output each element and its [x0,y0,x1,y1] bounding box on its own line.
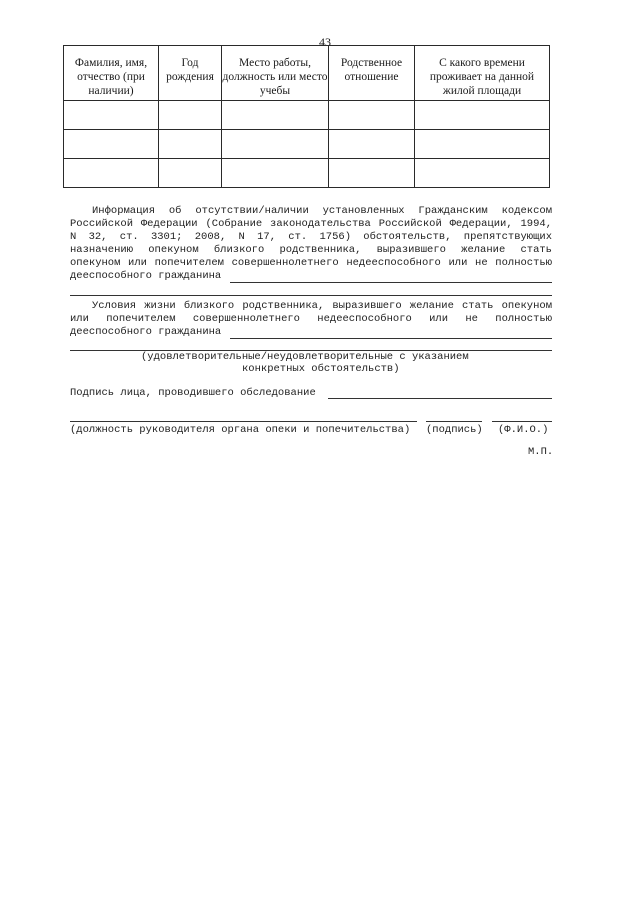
page-number: 43 [319,35,331,49]
info-paragraph-line: Информация об отсутствии/наличии установленных Гражданским кодексом [92,205,552,217]
info-paragraph-line: Российской Федерации (Собрание законодательства Российской Федерации, 1994, [70,218,552,230]
info-answer-line[interactable] [70,295,552,296]
info-paragraph-line: дееспособного гражданина [70,270,222,282]
stamp-place: М.П. [528,446,554,458]
header-relationship: Родственное отношение [329,46,415,101]
conditions-answer-line[interactable] [230,338,552,339]
table-cell[interactable] [329,130,415,159]
inspector-signature-line[interactable] [328,398,552,399]
table-cell[interactable] [222,130,329,159]
position-line[interactable] [70,421,417,422]
info-answer-line[interactable] [230,282,552,283]
info-paragraph-line: опекуном или попечителем совершеннолетнего недееспособного или не полностью [70,257,552,269]
conditions-hint-line: конкретных обстоятельств) [242,363,400,375]
sign-line[interactable] [426,421,482,422]
header-birth-year: Год рождения [159,46,222,101]
table-row [64,130,550,159]
table-cell[interactable] [415,159,550,188]
conditions-paragraph-line: Условия жизни близкого родственника, выразившего желание стать опекуном [92,300,552,312]
info-paragraph-line: N 32, ст. 3301; 2008, N 17, ст. 1756) обстоятельств, препятствующих [70,231,552,243]
name-caption: (Ф.И.О.) [498,424,549,436]
table-cell[interactable] [415,130,550,159]
table-cell[interactable] [159,130,222,159]
family-members-table [63,45,550,188]
header-residence-since: С какого времени проживает на данной жилой площади [415,46,550,101]
table-cell[interactable] [64,159,159,188]
position-caption: (должность руководителя органа опеки и попечительства) [70,424,411,436]
table-cell[interactable] [64,130,159,159]
table-cell[interactable] [329,101,415,130]
conditions-paragraph-line: дееспособного гражданина [70,326,222,338]
table-cell[interactable] [64,101,159,130]
signature-label: Подпись лица, проводившего обследование [70,387,316,399]
table-cell[interactable] [222,101,329,130]
table-row [64,159,550,188]
conditions-hint-line: (удовлетворительные/неудовлетворительные с указанием [141,351,469,363]
sign-caption: (подпись) [426,424,483,436]
header-workplace: Место работы, должность или место учебы [222,46,329,101]
table-row [64,101,550,130]
info-paragraph-line: назначению опекуном близкого родственника, выразившего желание стать [70,244,552,256]
conditions-paragraph-line: или попечителем совершеннолетнего недееспособного или не полностью [70,313,552,325]
header-full-name: Фамилия, имя, отчество (при наличии) [64,46,159,101]
table-cell[interactable] [415,101,550,130]
table-cell[interactable] [159,159,222,188]
table-header-row [64,46,550,101]
table-cell[interactable] [329,159,415,188]
table-cell[interactable] [159,101,222,130]
name-line[interactable] [492,421,552,422]
table-cell[interactable] [222,159,329,188]
